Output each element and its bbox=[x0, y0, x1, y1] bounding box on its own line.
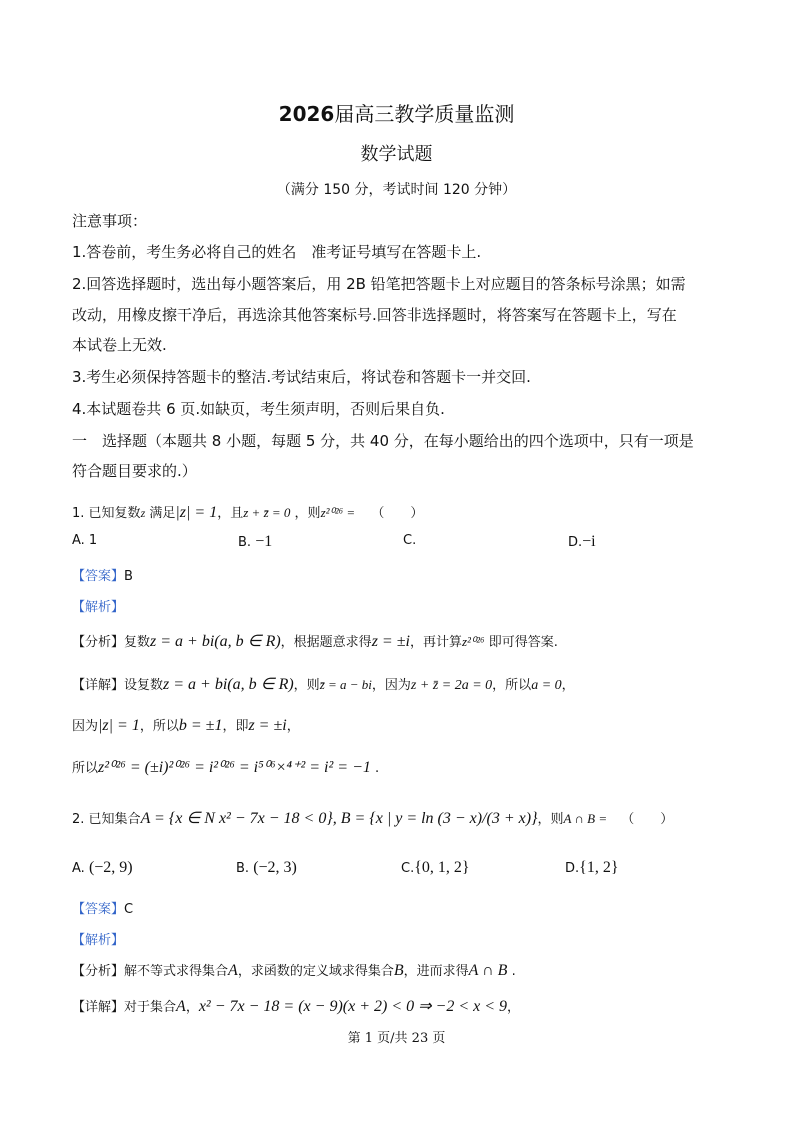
text: ，再计算 bbox=[409, 635, 462, 650]
text: ， bbox=[185, 1000, 199, 1015]
paper-title bbox=[0, 98, 793, 127]
stem-text: ，且 bbox=[217, 506, 244, 521]
option-c: C. bbox=[403, 533, 417, 548]
title-text: 届高三教学质量监测 bbox=[334, 102, 515, 126]
math-expr: z + z̄ = 2a = 0 bbox=[410, 678, 493, 693]
question-1-stem bbox=[72, 502, 423, 522]
answer-value: B bbox=[124, 569, 133, 584]
section-heading-line-1: 一 选择题（本题共 8 小题，每题 5 分，共 40 分，在每小题给出的四个选项中，只有一项是 bbox=[72, 432, 694, 450]
text: ，根据题意求得 bbox=[280, 635, 372, 650]
math-expr: A ∩ B bbox=[468, 962, 508, 979]
fenxi-tag: 【分析】 bbox=[72, 635, 125, 650]
paper-subtitle: 数学试题 bbox=[360, 144, 433, 165]
math-var: B bbox=[393, 962, 404, 979]
text: ， bbox=[561, 678, 575, 693]
answer-value: C bbox=[124, 902, 134, 917]
question-number: 1. bbox=[72, 506, 85, 521]
answer-line bbox=[72, 898, 133, 917]
option-label: B. bbox=[236, 861, 250, 876]
math-expr: A ∩ B = bbox=[563, 811, 608, 826]
xiangjie-line-2 bbox=[72, 715, 300, 735]
math-var: z bbox=[140, 506, 146, 520]
option-value: (−2, 3) bbox=[253, 859, 297, 876]
option-a bbox=[72, 859, 133, 877]
text: ， bbox=[507, 1000, 521, 1015]
math-expr: z = a + bi(a, b ∈ R) bbox=[163, 676, 294, 693]
option-label: B. bbox=[238, 535, 252, 550]
option-b bbox=[236, 859, 297, 877]
text: ，所以 bbox=[139, 719, 179, 734]
analysis-tag: 【解析】 bbox=[72, 600, 125, 615]
math-var: A bbox=[228, 962, 238, 979]
fenxi-line bbox=[72, 960, 516, 980]
option-value: (−2, 9) bbox=[88, 859, 133, 876]
option-label: A. bbox=[72, 861, 85, 876]
option-d bbox=[568, 533, 596, 551]
text: ，即 bbox=[222, 719, 249, 734]
answer-tag: 【答案】 bbox=[72, 902, 125, 917]
text: ，因为 bbox=[371, 678, 411, 693]
math-expr: z = ±i bbox=[248, 717, 287, 734]
text: 复数 bbox=[124, 635, 151, 650]
math-expr: A = {x ∈ N x² − 7x − 18 < 0}, B = {x | y = ln (3 − x)/(3 + x)} bbox=[140, 810, 538, 827]
math-expr: z²⁰²⁶ = bbox=[320, 505, 356, 520]
option-b bbox=[238, 533, 272, 551]
answer-paren: （ ） bbox=[371, 506, 424, 521]
text: ，求函数的定义域求得集合 bbox=[237, 964, 394, 979]
answer-paren: （ ） bbox=[621, 812, 674, 827]
text: ，所以 bbox=[492, 678, 532, 693]
option-value: −1 bbox=[255, 533, 273, 550]
page-footer: 第 1 页/共 23 页 bbox=[347, 1031, 446, 1046]
text: 即可得答案. bbox=[488, 635, 558, 650]
text: ，则 bbox=[293, 678, 320, 693]
option-d bbox=[565, 859, 619, 877]
text: 因为 bbox=[72, 719, 99, 734]
title-year: 2026 bbox=[278, 102, 335, 126]
option-a: A. 1 bbox=[72, 533, 98, 548]
fenxi-tag: 【分析】 bbox=[72, 964, 125, 979]
text: 所以 bbox=[72, 761, 99, 776]
math-expr: |z| = 1 bbox=[175, 504, 218, 521]
text: ， bbox=[286, 719, 300, 734]
stem-text: 满足 bbox=[149, 506, 176, 521]
notice-item-2-line-1: 2.回答选择题时，选出每小题答案后，用 2B 铅笔把答题卡上对应题目的答条标号涂黑；如需 bbox=[72, 275, 686, 293]
question-2-stem bbox=[72, 808, 673, 828]
math-expr: z̄ = a − bi bbox=[319, 677, 372, 692]
math-expr: |z| = 1 bbox=[98, 717, 140, 734]
notice-item-2-line-3: 本试卷上无效. bbox=[72, 336, 167, 354]
fenxi-line bbox=[72, 631, 558, 651]
math-expr: a = 0 bbox=[531, 678, 562, 693]
answer-line bbox=[72, 565, 133, 584]
exam-note: （满分 150 分，考试时间 120 分钟） bbox=[276, 182, 517, 198]
math-expr: z²⁰²⁶ bbox=[461, 634, 485, 649]
math-expr: x² − 7x − 18 = (x − 9)(x + 2) < 0 ⇒ −2 < x < 9 bbox=[198, 998, 508, 1015]
option-c bbox=[401, 859, 470, 877]
stem-text: ，则 bbox=[537, 812, 564, 827]
stem-text: 已知集合 bbox=[88, 812, 141, 827]
stem-text: 已知复数 bbox=[88, 506, 141, 521]
math-expr: z = ±i bbox=[371, 633, 410, 650]
text: 解不等式求得集合 bbox=[124, 964, 229, 979]
notice-item-4: 4.本试题卷共 6 页.如缺页，考生须声明，否则后果自负. bbox=[72, 400, 445, 418]
math-var: A bbox=[176, 998, 186, 1015]
option-label: D. bbox=[565, 861, 580, 876]
math-expr: z + z̄ = 0 bbox=[243, 505, 291, 520]
option-label: C. bbox=[401, 861, 415, 876]
analysis-tag: 【解析】 bbox=[72, 933, 125, 948]
text: . bbox=[375, 761, 380, 776]
option-value: {1, 2} bbox=[579, 859, 619, 876]
question-number: 2. bbox=[72, 812, 85, 827]
math-expr: z = a + bi(a, b ∈ R) bbox=[150, 633, 281, 650]
stem-text: ，则 bbox=[294, 506, 321, 521]
text: . bbox=[511, 964, 516, 979]
math-expr: z²⁰²⁶ = (±i)²⁰²⁶ = i²⁰²⁶ = i⁵⁰⁶×⁴⁺² = i² = −1 bbox=[98, 759, 371, 776]
xiangjie-line bbox=[72, 996, 520, 1016]
notice-item-3: 3.考生必须保持答题卡的整洁.考试结束后，将试卷和答题卡一并交回. bbox=[72, 368, 531, 386]
xiangjie-line-1 bbox=[72, 674, 575, 694]
option-label: D. bbox=[568, 535, 583, 550]
option-value: {0, 1, 2} bbox=[414, 859, 470, 876]
notice-heading: 注意事项： bbox=[72, 212, 148, 230]
option-value: −i bbox=[582, 533, 596, 550]
section-heading-line-2: 符合题目要求的.） bbox=[72, 462, 197, 480]
xiangjie-tag: 【详解】 bbox=[72, 1000, 125, 1015]
notice-item-1: 1.答卷前，考生务必将自己的姓名 准考证号填写在答题卡上. bbox=[72, 243, 482, 261]
text: ，进而求得 bbox=[403, 964, 469, 979]
xiangjie-tag: 【详解】 bbox=[72, 678, 125, 693]
math-expr: b = ±1 bbox=[178, 717, 223, 734]
text: 设复数 bbox=[124, 678, 164, 693]
answer-tag: 【答案】 bbox=[72, 569, 125, 584]
notice-item-2-line-2: 改动，用橡皮擦干净后，再选涂其他答案标号.回答非选择题时，将答案写在答题卡上，写在 bbox=[72, 306, 677, 324]
text: 对于集合 bbox=[124, 1000, 177, 1015]
xiangjie-line-3 bbox=[72, 757, 379, 777]
